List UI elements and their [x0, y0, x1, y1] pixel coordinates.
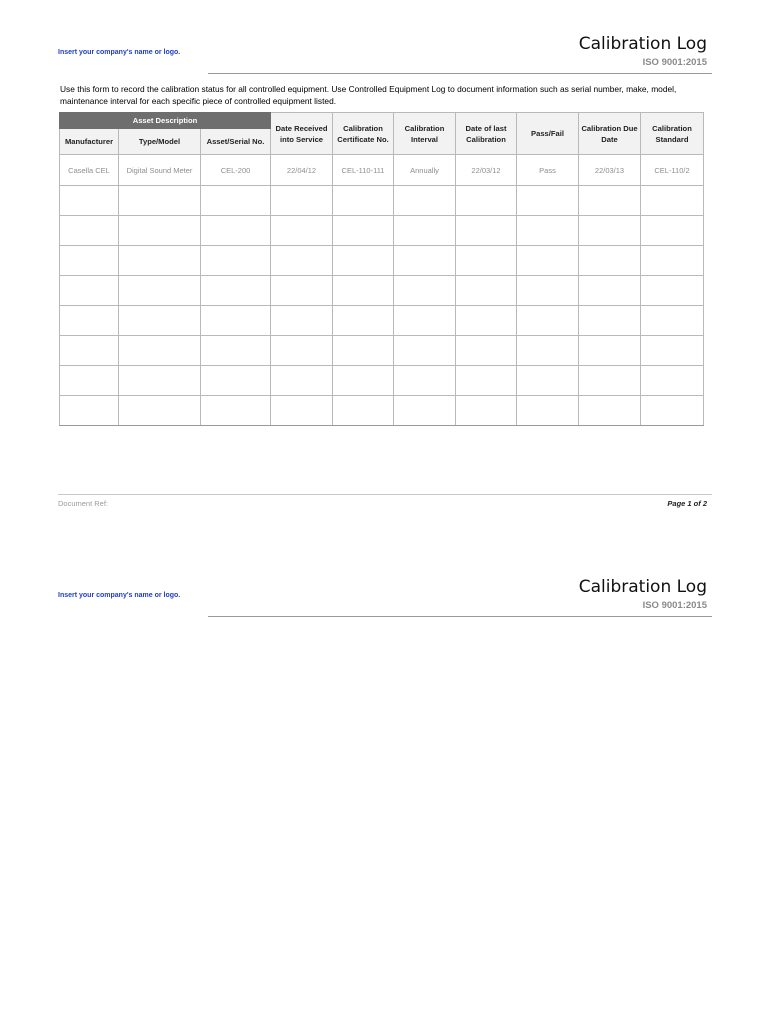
header-divider [208, 616, 712, 617]
table-cell[interactable] [201, 276, 271, 306]
table-cell[interactable] [119, 306, 201, 336]
table-cell[interactable] [119, 186, 201, 216]
table-cell[interactable] [333, 276, 394, 306]
document-ref-label: Document Ref: [58, 499, 109, 508]
table-cell[interactable] [60, 276, 119, 306]
table-cell[interactable] [579, 336, 641, 366]
table-cell[interactable] [201, 396, 271, 426]
iso-standard-label: ISO 9001:2015 [642, 600, 707, 611]
column-header: Manufacturer [60, 129, 119, 155]
asset-description-group-header: Asset Description [60, 113, 271, 129]
table-cell[interactable] [60, 246, 119, 276]
table-cell[interactable] [333, 186, 394, 216]
table-cell[interactable] [394, 396, 456, 426]
iso-standard-label: ISO 9001:2015 [642, 57, 707, 68]
table-cell[interactable] [579, 366, 641, 396]
table-cell[interactable] [456, 186, 517, 216]
table-cell[interactable] [119, 246, 201, 276]
table-cell[interactable] [456, 336, 517, 366]
footer-divider [58, 494, 712, 495]
table-cell[interactable] [201, 336, 271, 366]
table-row [60, 186, 704, 216]
column-header: Date Received into Service [271, 113, 333, 155]
table-row [60, 155, 704, 186]
table-cell[interactable]: CEL-110/2 [641, 155, 704, 186]
table-cell[interactable] [456, 216, 517, 246]
table-cell[interactable]: Annually [394, 155, 456, 186]
table-cell[interactable] [119, 336, 201, 366]
table-cell[interactable] [641, 366, 704, 396]
table-cell[interactable] [201, 186, 271, 216]
table-cell[interactable] [579, 216, 641, 246]
table-cell[interactable] [333, 336, 394, 366]
table-cell[interactable] [119, 276, 201, 306]
calibration-table-body [60, 155, 704, 426]
table-cell[interactable] [394, 336, 456, 366]
table-cell[interactable] [394, 366, 456, 396]
table-cell[interactable] [456, 366, 517, 396]
company-name-placeholder: Insert your company's name or logo. [58, 49, 181, 56]
table-row [60, 366, 704, 396]
table-cell[interactable] [60, 366, 119, 396]
table-cell[interactable] [271, 396, 333, 426]
table-cell[interactable] [456, 246, 517, 276]
table-cell[interactable] [271, 246, 333, 276]
table-cell[interactable]: 22/04/12 [271, 155, 333, 186]
column-header: Calibration Interval [394, 113, 456, 155]
table-cell[interactable] [119, 396, 201, 426]
column-header: Asset/Serial No. [201, 129, 271, 155]
table-cell[interactable] [201, 306, 271, 336]
table-cell[interactable]: CEL-110-111 [333, 155, 394, 186]
table-cell[interactable] [271, 276, 333, 306]
table-cell[interactable] [456, 306, 517, 336]
table-cell[interactable] [517, 276, 579, 306]
calibration-table [59, 112, 704, 426]
table-cell[interactable] [579, 246, 641, 276]
table-cell[interactable] [641, 396, 704, 426]
table-cell[interactable] [641, 306, 704, 336]
table-cell[interactable] [394, 246, 456, 276]
column-header: Type/Model [119, 129, 201, 155]
column-header: Calibration Certificate No. [333, 113, 394, 155]
table-cell[interactable] [579, 276, 641, 306]
page-number: Page 1 of 2 [667, 499, 707, 508]
table-cell[interactable] [271, 186, 333, 216]
table-cell[interactable] [333, 306, 394, 336]
table-cell[interactable] [517, 246, 579, 276]
table-cell[interactable] [394, 306, 456, 336]
table-cell[interactable] [517, 216, 579, 246]
table-cell[interactable]: 22/03/13 [579, 155, 641, 186]
table-cell[interactable] [333, 396, 394, 426]
document-title: Calibration Log [578, 34, 707, 54]
table-cell[interactable] [333, 246, 394, 276]
table-cell[interactable] [271, 366, 333, 396]
column-header: Date of last Calibration [456, 113, 517, 155]
table-row [60, 306, 704, 336]
table-cell[interactable] [517, 396, 579, 426]
table-cell[interactable] [333, 366, 394, 396]
table-cell[interactable] [579, 186, 641, 216]
table-cell[interactable] [641, 336, 704, 366]
table-cell[interactable]: CEL-200 [201, 155, 271, 186]
table-cell[interactable] [641, 246, 704, 276]
company-name-placeholder: Insert your company's name or logo. [58, 592, 181, 599]
table-cell[interactable] [271, 216, 333, 246]
table-cell[interactable] [579, 396, 641, 426]
table-cell[interactable] [60, 396, 119, 426]
column-header: Calibration Due Date [579, 113, 641, 155]
table-cell[interactable] [579, 306, 641, 336]
table-cell[interactable] [201, 216, 271, 246]
table-cell[interactable]: 22/03/12 [456, 155, 517, 186]
table-cell[interactable] [641, 186, 704, 216]
table-cell[interactable] [60, 306, 119, 336]
table-cell[interactable] [60, 216, 119, 246]
table-cell[interactable] [517, 306, 579, 336]
table-cell[interactable] [271, 306, 333, 336]
table-cell[interactable] [119, 216, 201, 246]
table-cell[interactable] [201, 366, 271, 396]
table-cell[interactable] [517, 186, 579, 216]
table-cell[interactable] [271, 336, 333, 366]
table-cell[interactable] [517, 336, 579, 366]
table-cell[interactable]: Digital Sound Meter [119, 155, 201, 186]
table-cell[interactable] [119, 366, 201, 396]
table-row [60, 216, 704, 246]
table-row [60, 336, 704, 366]
table-cell[interactable] [641, 276, 704, 306]
table-cell[interactable] [456, 276, 517, 306]
table-cell[interactable] [60, 336, 119, 366]
table-cell[interactable] [394, 276, 456, 306]
form-instructions: Use this form to record the calibration status for all controlled equipment. Use Controlled Equipment Log to document information such as serial number, make, model, maintenance interval for each specific piece of controlled equipment listed. [60, 84, 677, 106]
table-cell[interactable]: Pass [517, 155, 579, 186]
column-header: Pass/Fail [517, 113, 579, 155]
table-cell[interactable] [60, 186, 119, 216]
table-cell[interactable] [394, 186, 456, 216]
table-row [60, 396, 704, 426]
table-cell[interactable] [456, 396, 517, 426]
column-header: Calibration Standard [641, 113, 704, 155]
table-cell[interactable] [201, 246, 271, 276]
table-row [60, 246, 704, 276]
table-row [60, 276, 704, 306]
table-cell[interactable] [641, 216, 704, 246]
table-cell[interactable] [517, 366, 579, 396]
header-divider [208, 73, 712, 74]
table-cell[interactable] [333, 216, 394, 246]
document-title: Calibration Log [578, 577, 707, 597]
table-cell[interactable] [394, 216, 456, 246]
table-cell[interactable]: Casella CEL [60, 155, 119, 186]
